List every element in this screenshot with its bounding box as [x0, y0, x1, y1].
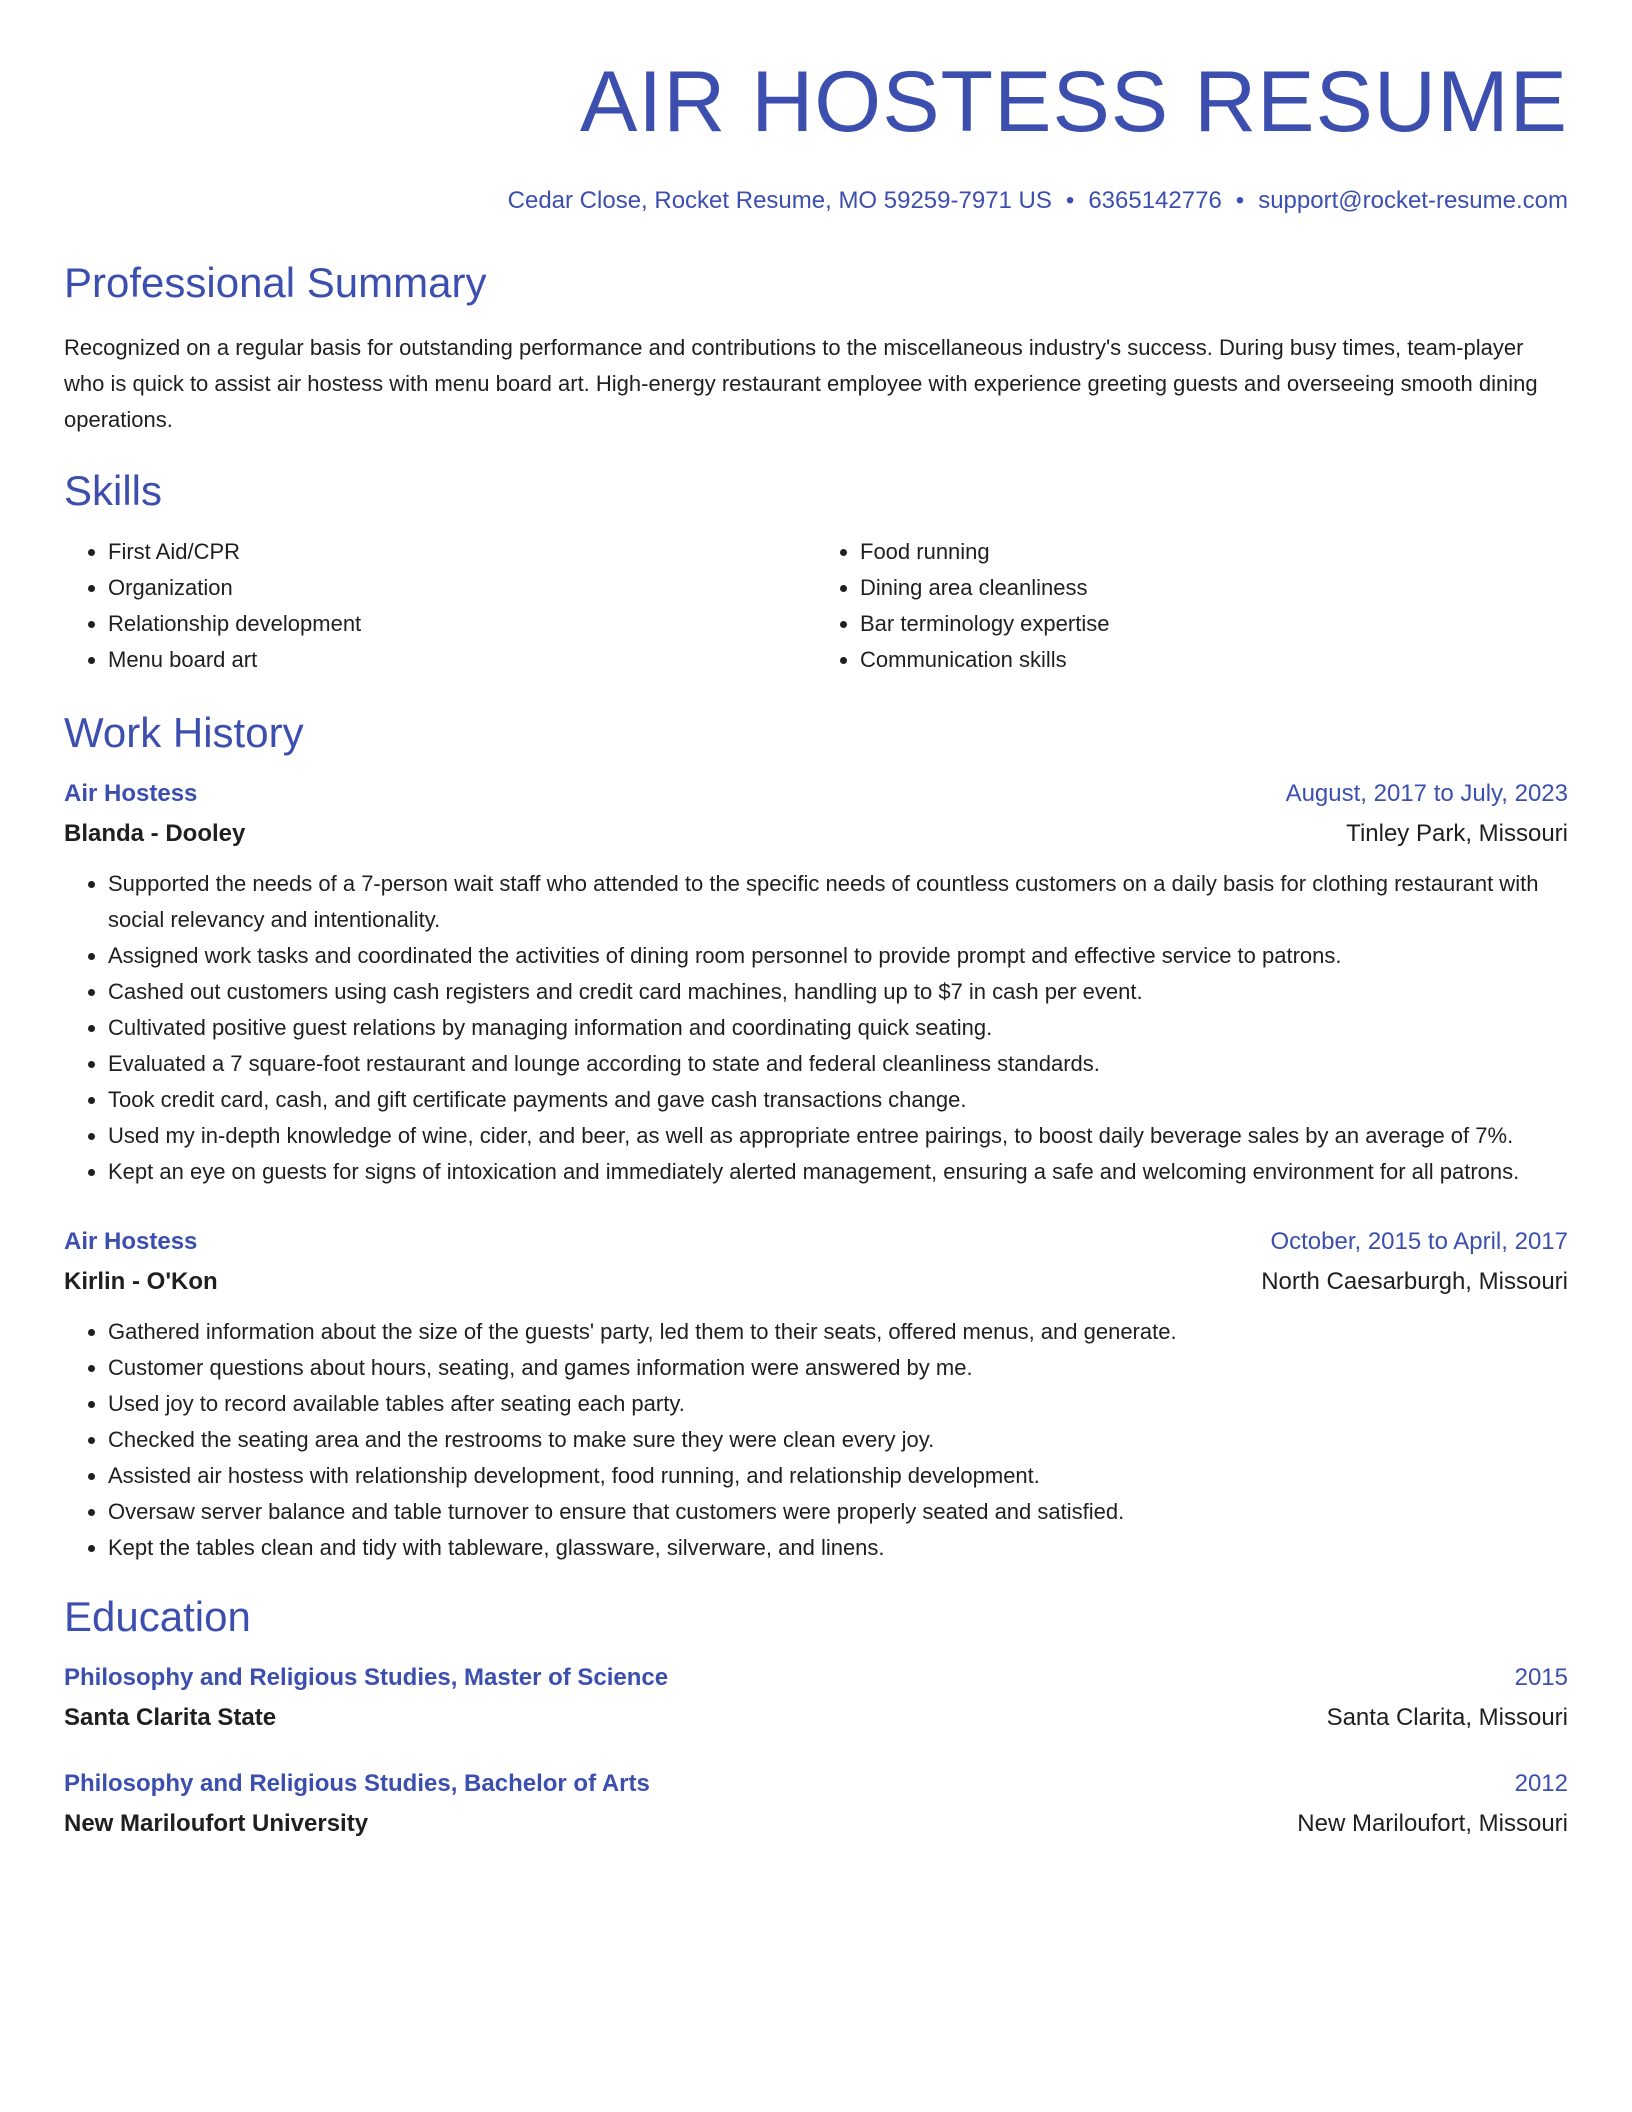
education-year: 2015: [1514, 1664, 1568, 1691]
education-heading: Education: [64, 1593, 251, 1640]
contact-phone: 6365142776: [1088, 187, 1222, 214]
education-header: [64, 1768, 1568, 1800]
skill-item: • First Aid/CPR: [108, 534, 816, 570]
job-entry: [64, 778, 1568, 1190]
summary-text: Recognized on a regular basis for outstanding performance and contributions to the miscellaneous industry's success. During busy times, team-player who is quick to assist air hostess with menu board art. High-energy restaurant employee with experience greeting guests and overseeing smooth dining operations.: [64, 335, 1538, 432]
skills-list: [64, 534, 1568, 678]
education-school: New Mariloufort University: [64, 1810, 369, 1837]
job-dates: October, 2015 to April, 2017: [1270, 1228, 1568, 1255]
job-dates: August, 2017 to July, 2023: [1285, 780, 1568, 807]
job-bullet: • Supported the needs of a 7-person wait staff who attended to the specific needs of countless customers on a daily basis for clothing restaurant with social relevancy and intentionality.: [108, 866, 1568, 938]
job-bullet: • Took credit card, cash, and gift certificate payments and gave cash transactions change.: [108, 1082, 1568, 1118]
job-location: North Caesarburgh, Missouri: [1261, 1268, 1568, 1295]
job-header: [64, 1226, 1568, 1258]
job-bullet: • Assisted air hostess with relationship development, food running, and relationship development.: [108, 1458, 1568, 1494]
education-subheader: [64, 1702, 1568, 1734]
job-subheader: [64, 818, 1568, 850]
skill-item: • Menu board art: [108, 642, 816, 678]
job-company: Kirlin - O'Kon: [64, 1268, 218, 1295]
education-location: Santa Clarita, Missouri: [1326, 1704, 1568, 1731]
job-bullets: [64, 866, 1568, 1190]
job-company: Blanda - Dooley: [64, 820, 246, 847]
job-bullet: • Evaluated a 7 square-foot restaurant and lounge according to state and federal cleanliness standards.: [108, 1046, 1568, 1082]
job-bullet: • Kept an eye on guests for signs of intoxication and immediately alerted management, ensuring a safe and welcoming environment for all patrons.: [108, 1154, 1568, 1190]
contact-line: [64, 186, 1568, 216]
skills-heading: Skills: [64, 467, 163, 514]
job-bullet: • Used joy to record available tables after seating each party.: [108, 1386, 1568, 1422]
education-location: New Mariloufort, Missouri: [1297, 1810, 1568, 1837]
education-entry: [64, 1662, 1568, 1734]
job-bullet: • Checked the seating area and the restrooms to make sure they were clean every joy.: [108, 1422, 1568, 1458]
job-header: [64, 778, 1568, 810]
job-location: Tinley Park, Missouri: [1346, 820, 1568, 847]
education-header: [64, 1662, 1568, 1694]
contact-address: Cedar Close, Rocket Resume, MO 59259-7971 US: [507, 187, 1052, 214]
skill-item: • Food running: [860, 534, 1568, 570]
job-bullet: • Customer questions about hours, seating, and games information were answered by me.: [108, 1350, 1568, 1386]
education-school: Santa Clarita State: [64, 1704, 277, 1731]
work-history-heading: Work History: [64, 709, 304, 756]
summary-heading: Professional Summary: [64, 259, 487, 306]
contact-separator: •: [1235, 187, 1245, 214]
contact-email: support@rocket-resume.com: [1258, 187, 1568, 214]
job-role: Air Hostess: [64, 780, 198, 807]
skills-column-right: [816, 534, 1568, 678]
skill-item: • Bar terminology expertise: [860, 606, 1568, 642]
job-subheader: [64, 1266, 1568, 1298]
job-bullets: [64, 1314, 1568, 1566]
skills-column-left: [64, 534, 816, 678]
skill-item: • Dining area cleanliness: [860, 570, 1568, 606]
education-entry: [64, 1768, 1568, 1840]
job-entry: [64, 1226, 1568, 1566]
education-degree: Philosophy and Religious Studies, Master of Science: [64, 1664, 669, 1691]
job-bullet: • Cashed out customers using cash registers and credit card machines, handling up to $7 in cash per event.: [108, 974, 1568, 1010]
job-bullet: • Assigned work tasks and coordinated the activities of dining room personnel to provide prompt and effective service to patrons.: [108, 938, 1568, 974]
resume-title: AIR HOSTESS RESUME: [579, 54, 1568, 150]
skill-item: • Communication skills: [860, 642, 1568, 678]
job-role: Air Hostess: [64, 1228, 198, 1255]
job-bullet: • Cultivated positive guest relations by managing information and coordinating quick seating.: [108, 1010, 1568, 1046]
education-degree: Philosophy and Religious Studies, Bachelor of Arts: [64, 1770, 650, 1797]
skill-item: • Organization: [108, 570, 816, 606]
job-bullet: • Gathered information about the size of the guests' party, led them to their seats, offered menus, and generate.: [108, 1314, 1568, 1350]
resume-header: [64, 52, 1568, 216]
job-bullet: • Kept the tables clean and tidy with tableware, glassware, silverware, and linens.: [108, 1530, 1568, 1566]
contact-separator: •: [1065, 187, 1075, 214]
education-year: 2012: [1514, 1770, 1568, 1797]
skill-item: • Relationship development: [108, 606, 816, 642]
job-bullet: • Used my in-depth knowledge of wine, cider, and beer, as well as appropriate entree pairings, to boost daily beverage sales by an average of 7%.: [108, 1118, 1568, 1154]
job-bullet: • Oversaw server balance and table turnover to ensure that customers were properly seated and satisfied.: [108, 1494, 1568, 1530]
education-subheader: [64, 1808, 1568, 1840]
